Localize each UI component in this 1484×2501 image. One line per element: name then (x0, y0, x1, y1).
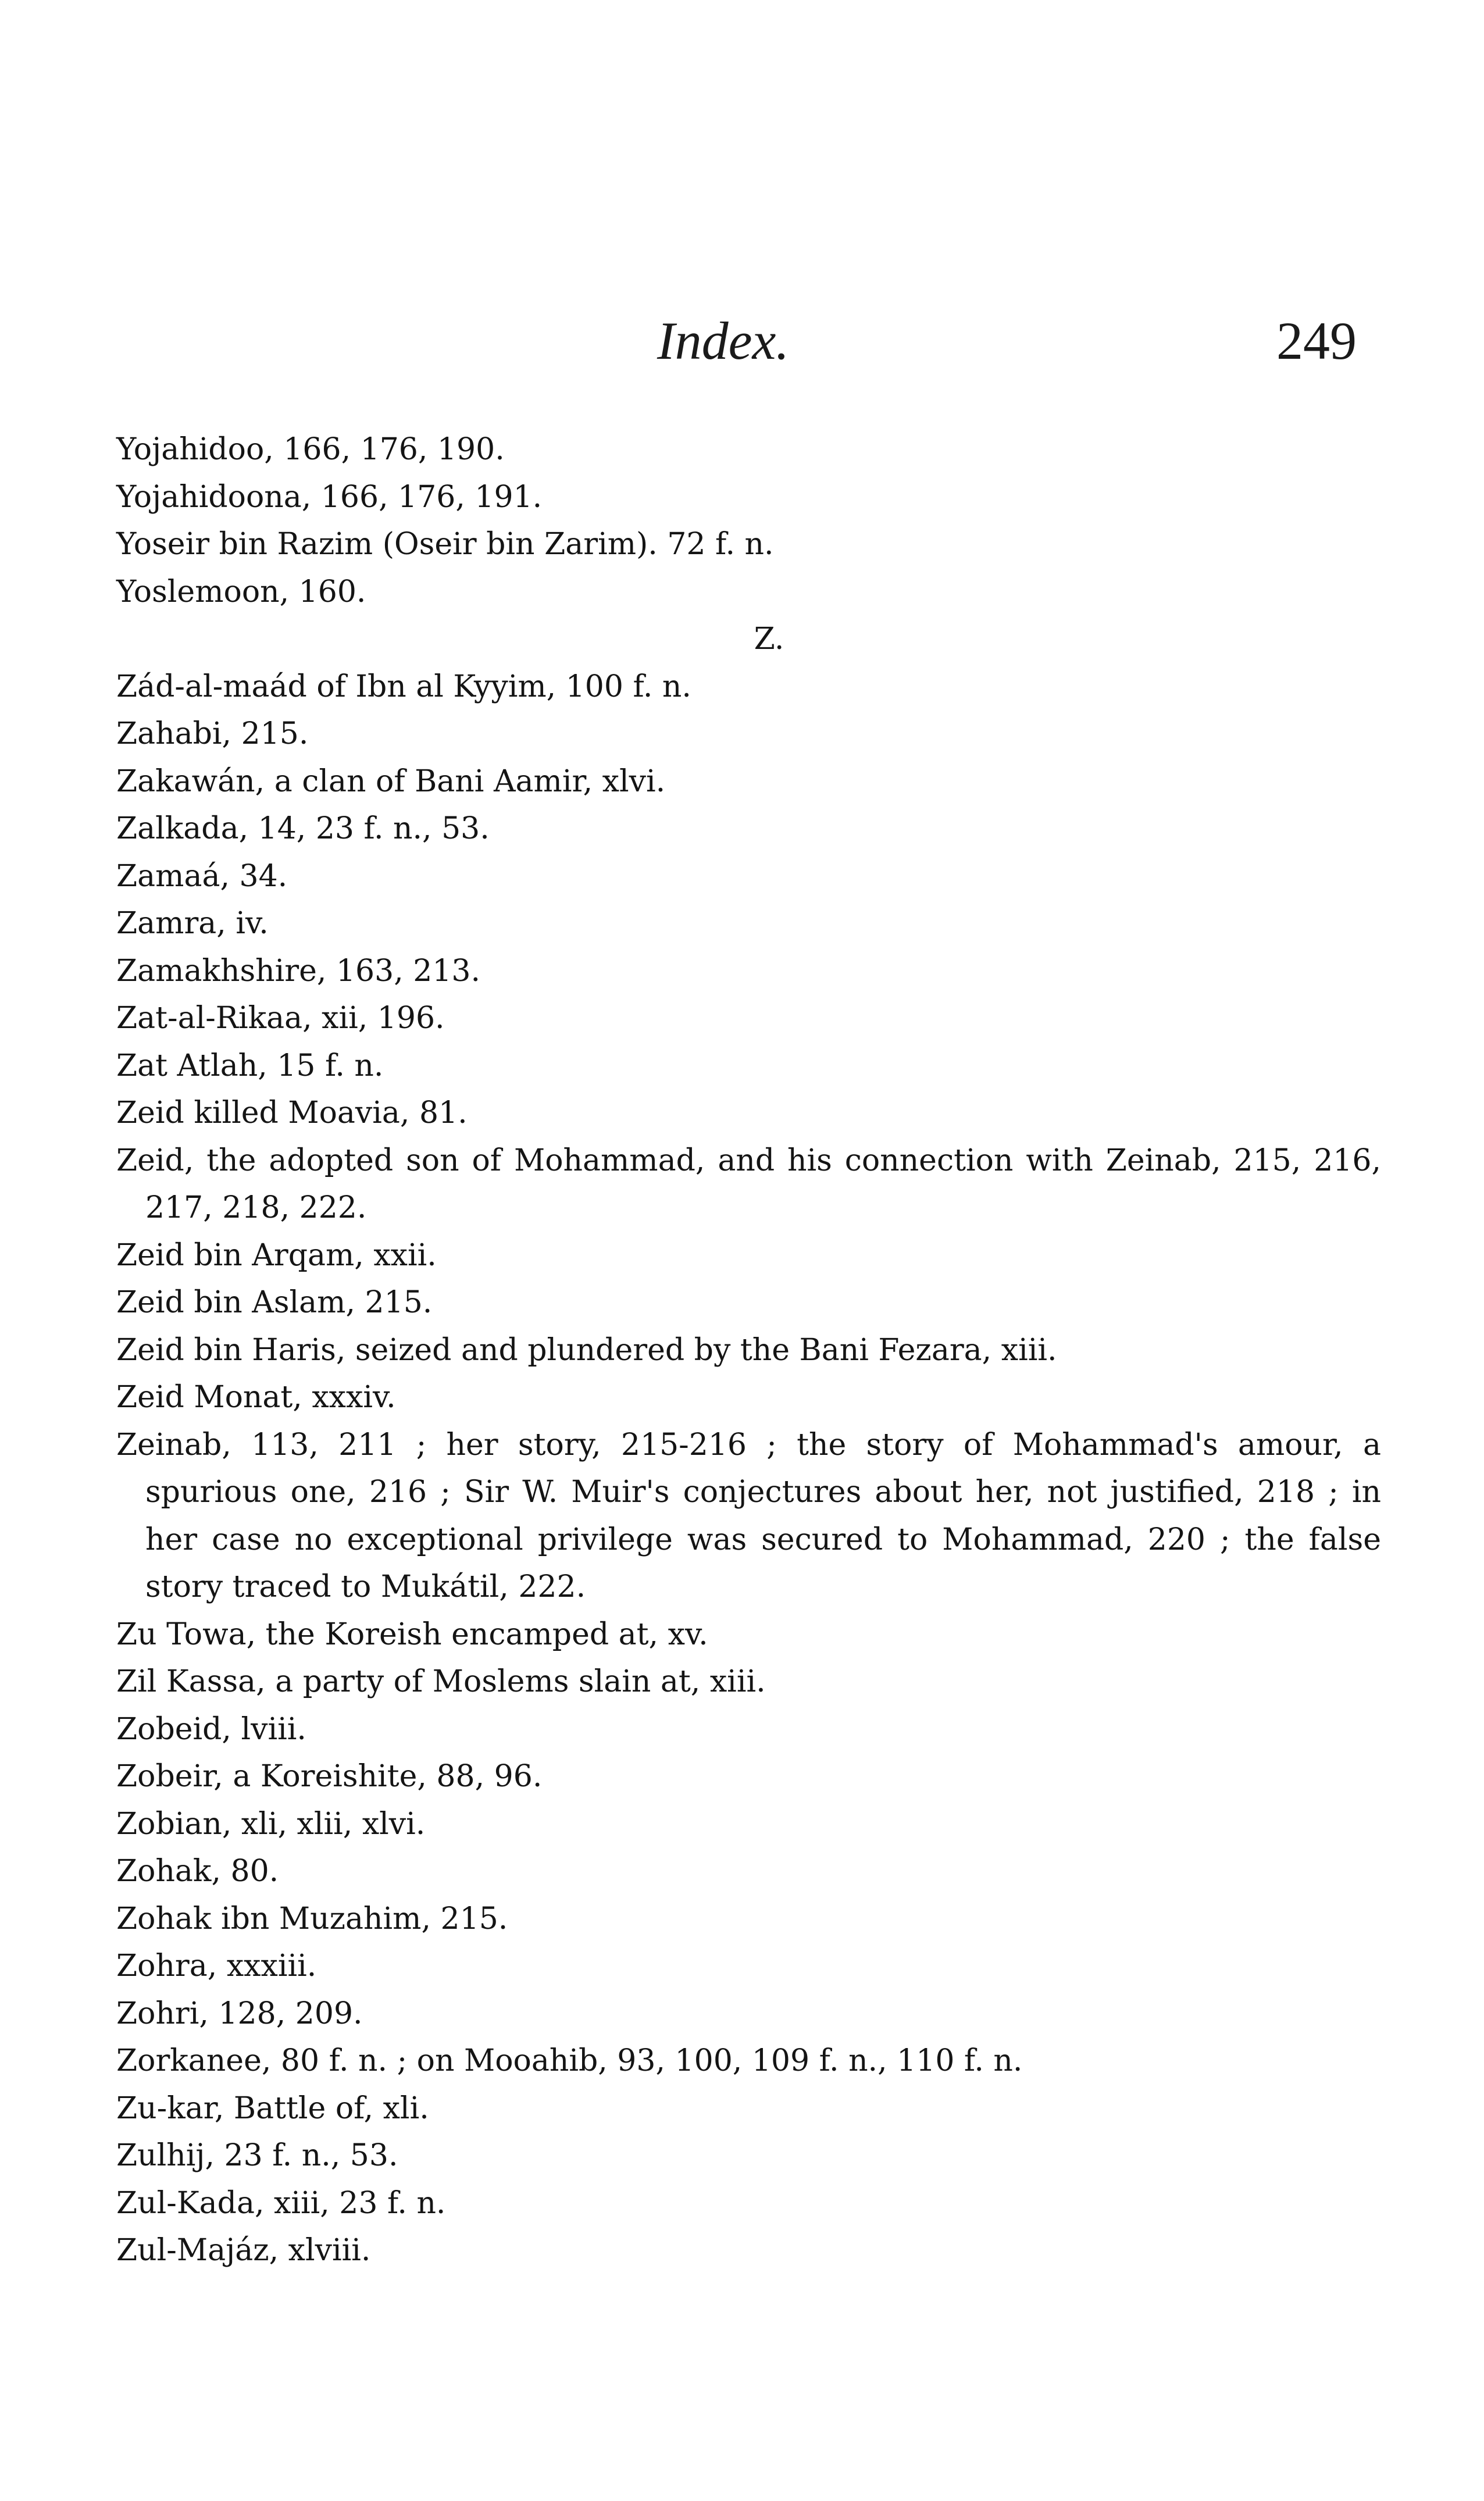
index-entry: Zohak ibn Muzahim, 215. (116, 1901, 508, 1936)
index-entry: Yojahidoo, 166, 176, 190. (116, 432, 505, 467)
index-entry: Zahabi, 215. (116, 716, 309, 751)
index-entry: Zamra, iv. (116, 906, 269, 941)
section-letter-z: Z. (754, 622, 784, 657)
index-entry: Zobeid, lviii. (116, 1711, 306, 1747)
running-title: Index. (657, 311, 790, 370)
index-entry: Zat Atlah, 15 f. n. (116, 1048, 384, 1083)
index-entry: Zul-Kada, xiii, 23 f. n. (116, 2185, 446, 2221)
index-entry: Zád-al-maád of Ibn al Kyyim, 100 f. n. (116, 669, 691, 704)
index-entry: Zul-Majáz, xlviii. (116, 2233, 371, 2268)
index-entry: Zohri, 128, 209. (116, 1996, 363, 2031)
index-entry: Zil Kassa, a party of Moslems slain at, xiii. (116, 1664, 766, 1699)
index-entry: Zeid bin Arqam, xxii. (116, 1237, 437, 1273)
index-entry: Zulhij, 23 f. n., 53. (116, 2138, 398, 2173)
index-entry: Zobian, xli, xlii, xlvi. (116, 1806, 426, 1842)
index-entry: Zeid Monat, xxxiv. (116, 1380, 396, 1415)
page-number: 249 (1276, 311, 1357, 370)
index-entry: Zamakhshire, 163, 213. (116, 953, 481, 989)
index-list (116, 426, 1381, 2275)
index-entry-multiline: Zeinab, 113, 211 ; her story, 215-216 ; the story of Mohammad's amour, a spurious one, 216 ; Sir W. Muir's conjectures about her, not justified, 218 ; in her case no exceptional privilege was secured to Mohammad, 220 ; the false story traced to Mukátil, 222. (116, 1427, 1381, 1604)
index-entry: Zorkanee, 80 f. n. ; on Mooahib, 93, 100, 109 f. n., 110 f. n. (116, 2043, 1023, 2078)
index-entry: Yoslemoon, 160. (116, 574, 366, 609)
index-entry: Zohak, 80. (116, 1854, 279, 1889)
index-entry: Zalkada, 14, 23 f. n., 53. (116, 811, 490, 846)
index-entry: Zu-kar, Battle of, xli. (116, 2090, 429, 2126)
index-entry: Zu Towa, the Koreish encamped at, xv. (116, 1617, 708, 1652)
index-entry: Yoseir bin Razim (Oseir bin Zarim). 72 f. n. (116, 527, 774, 562)
index-entry: Zeid bin Haris, seized and plundered by the Bani Fezara, xiii. (116, 1332, 1057, 1368)
index-entry: Zeid bin Aslam, 215. (116, 1285, 433, 1320)
index-entry: Zat-al-Rikaa, xii, 196. (116, 1001, 445, 1036)
index-entry: Zeid killed Moavia, 81. (116, 1096, 468, 1130)
index-entry: Zobeir, a Koreishite, 88, 96. (116, 1759, 543, 1794)
index-entry: Zakawán, a clan of Bani Aamir, xlvi. (116, 763, 666, 799)
index-entry-multiline: Zeid, the adopted son of Mohammad, and his connection with Zeinab, 215, 216, 217, 218, 222. (116, 1143, 1381, 1225)
index-entry: Zohra, xxxiii. (116, 1949, 317, 1983)
index-entry: Zamaá, 34. (116, 858, 288, 894)
index-entry: Yojahidoona, 166, 176, 191. (116, 479, 543, 515)
